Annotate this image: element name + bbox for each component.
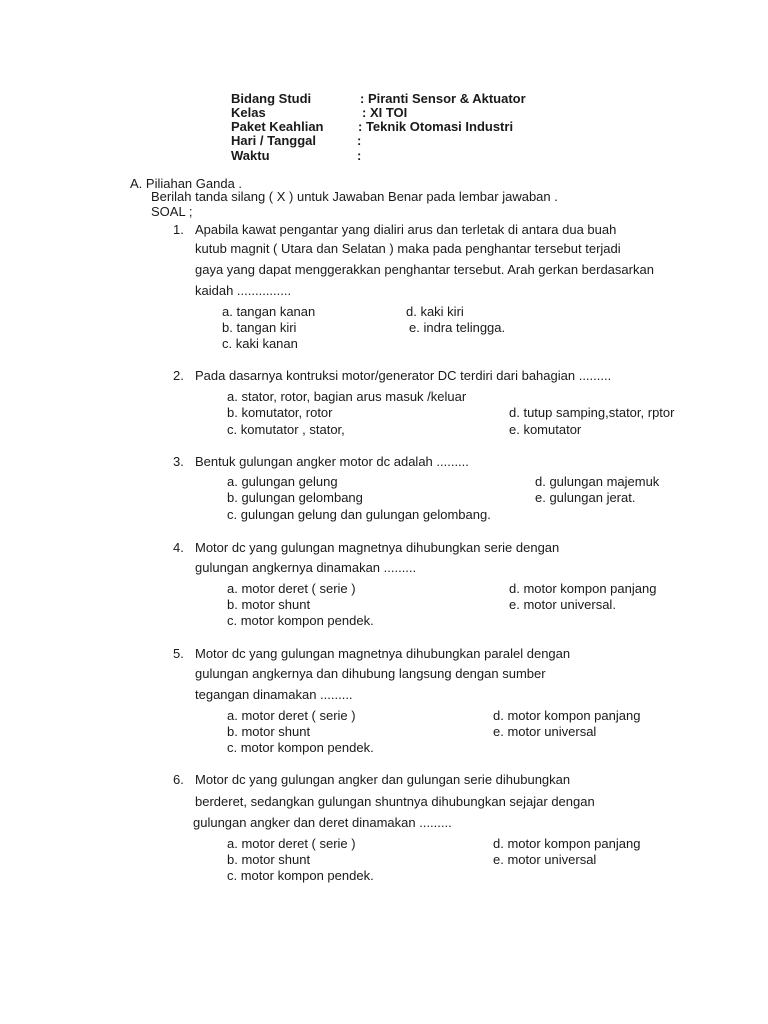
question-text-line: Bentuk gulungan angker motor dc adalah ......... [195, 454, 469, 469]
header-label-bidang-studi: Bidang Studi [231, 91, 312, 106]
option-d[interactable]: d. motor kompon panjang [493, 708, 641, 723]
question-text-line: Pada dasarnya kontruksi motor/generator DC terdiri dari bahagian ......... [195, 368, 612, 383]
question-text-line: berderet, sedangkan gulungan shuntnya dihubungkan sejajar dengan [195, 794, 595, 809]
question-number: 5. [173, 646, 184, 661]
option-b[interactable]: b. motor shunt [227, 724, 311, 739]
header-value-waktu: : [357, 148, 362, 163]
header-value-hari-tanggal: : [357, 133, 362, 148]
option-c[interactable]: c. motor kompon pendek. [227, 613, 374, 628]
option-d[interactable]: d. motor kompon panjang [509, 581, 657, 596]
option-a[interactable]: a. motor deret ( serie ) [227, 708, 356, 723]
section-instruction: Berilah tanda silang ( X ) untuk Jawaban Benar pada lembar jawaban . [151, 189, 558, 204]
header-value-kelas: : XI TOI [362, 105, 408, 120]
option-c[interactable]: c. kaki kanan [222, 336, 298, 351]
option-b[interactable]: b. tangan kiri [222, 320, 297, 335]
soal-label: SOAL ; [151, 204, 193, 219]
option-c[interactable]: c. motor kompon pendek. [227, 740, 374, 755]
header-label-hari-tanggal: Hari / Tanggal [231, 133, 316, 148]
question-text-line: Motor dc yang gulungan magnetnya dihubungkan paralel dengan [195, 646, 571, 661]
option-c[interactable]: c. gulungan gelung dan gulungan gelombang. [227, 507, 491, 522]
header-label-paket-keahlian: Paket Keahlian [231, 119, 324, 134]
option-d[interactable]: d. gulungan majemuk [535, 474, 660, 489]
question-number: 2. [173, 368, 184, 383]
option-a[interactable]: a. gulungan gelung [227, 474, 338, 489]
question-number: 6. [173, 772, 184, 787]
option-e[interactable]: e. komutator [509, 422, 582, 437]
option-a[interactable]: a. stator, rotor, bagian arus masuk /keluar [227, 389, 467, 404]
option-e[interactable]: e. gulungan jerat. [535, 490, 636, 505]
question-text-line: kutub magnit ( Utara dan Selatan ) maka pada penghantar tersebut terjadi [195, 241, 621, 256]
option-a[interactable]: a. motor deret ( serie ) [227, 836, 356, 851]
question-text-line: Motor dc yang gulungan magnetnya dihubungkan serie dengan [195, 540, 560, 555]
question-text-line: Apabila kawat pengantar yang dialiri arus dan terletak di antara dua buah [195, 222, 617, 237]
option-a[interactable]: a. tangan kanan [222, 304, 316, 319]
option-b[interactable]: b. motor shunt [227, 597, 311, 612]
header-value-bidang-studi: : Piranti Sensor & Aktuator [360, 91, 526, 106]
question-number: 4. [173, 540, 184, 555]
header-value-paket-keahlian: : Teknik Otomasi Industri [358, 119, 514, 134]
option-c[interactable]: c. komutator , stator, [227, 422, 345, 437]
header-label-kelas: Kelas [231, 105, 266, 120]
header-label-waktu: Waktu [231, 148, 270, 163]
option-c[interactable]: c. motor kompon pendek. [227, 868, 374, 883]
option-b[interactable]: b. komutator, rotor [227, 405, 333, 420]
question-text-line: gulungan angkernya dinamakan ......... [195, 560, 417, 575]
option-b[interactable]: b. motor shunt [227, 852, 311, 867]
question-text-line: tegangan dinamakan ......... [195, 687, 353, 702]
option-e[interactable]: e. motor universal [493, 724, 597, 739]
option-e[interactable]: e. motor universal [493, 852, 597, 867]
option-d[interactable]: d. tutup samping,stator, rptor [509, 405, 675, 420]
option-d[interactable]: d. motor kompon panjang [493, 836, 641, 851]
question-text-line: gulungan angker dan deret dinamakan ......... [193, 815, 452, 830]
option-d[interactable]: d. kaki kiri [406, 304, 464, 319]
question-number: 1. [173, 222, 184, 237]
question-text-line: Motor dc yang gulungan angker dan gulungan serie dihubungkan [195, 772, 571, 787]
question-number: 3. [173, 454, 184, 469]
question-text-line: kaidah ............... [195, 283, 292, 298]
option-e[interactable]: e. motor universal. [509, 597, 616, 612]
section-title: A. Piliahan Ganda . [130, 176, 243, 191]
option-e[interactable]: e. indra telingga. [409, 320, 506, 335]
question-text-line: gaya yang dapat menggerakkan penghantar tersebut. Arah gerkan berdasarkan [195, 262, 654, 277]
option-a[interactable]: a. motor deret ( serie ) [227, 581, 356, 596]
question-text-line: gulungan angkernya dan dihubung langsung dengan sumber [195, 666, 546, 681]
option-b[interactable]: b. gulungan gelombang [227, 490, 363, 505]
